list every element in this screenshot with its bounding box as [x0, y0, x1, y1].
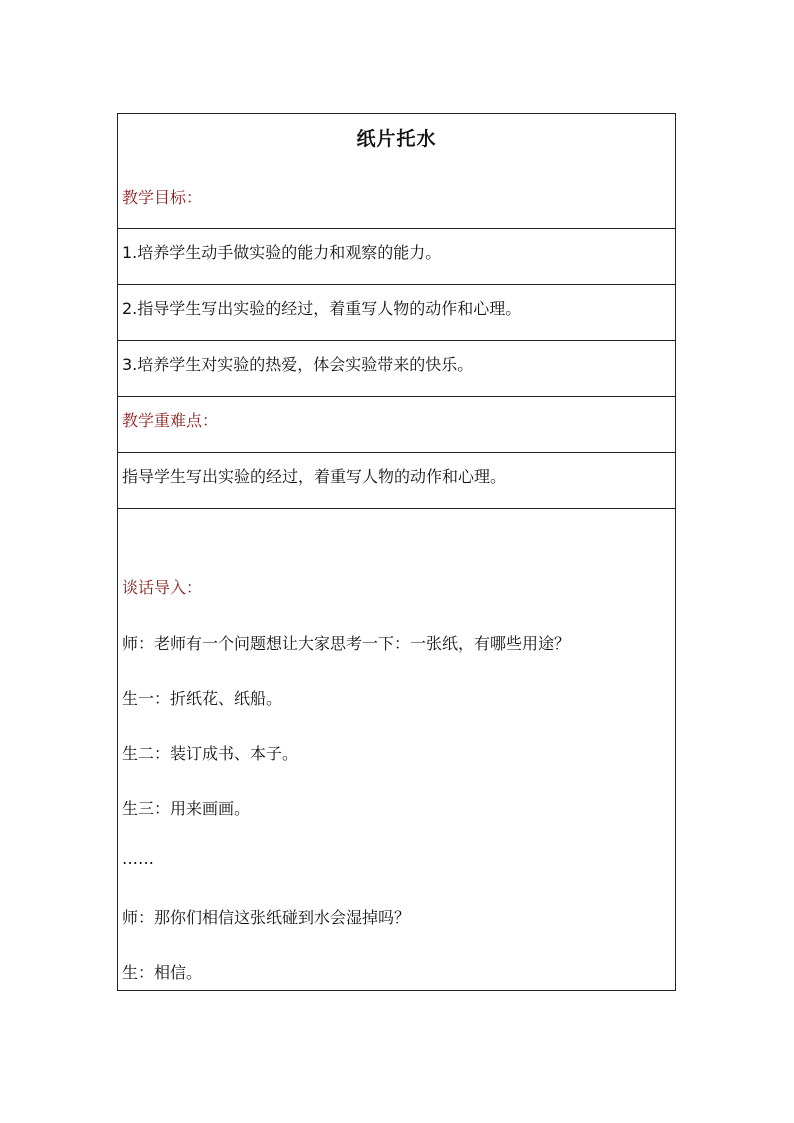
key-points-heading: 教学重难点： [122, 411, 219, 430]
key-points-text: 指导学生写出实验的经过，着重写人物的动作和心理。 [122, 467, 507, 486]
dialogue-ellipsis: …… [122, 849, 154, 868]
dialogue-line: 生一：折纸花、纸船。 [122, 689, 283, 708]
document-title: 纸片托水 [356, 128, 437, 150]
dialogue-line: 生：相信。 [122, 963, 203, 982]
lesson-dialogue-section [118, 509, 675, 990]
intro-heading: 谈话导入： [122, 578, 203, 597]
goal-row-2 [118, 285, 675, 341]
goal-text: 1.培养学生动手做实验的能力和观察的能力。 [122, 243, 442, 262]
dialogue-line: 师：那你们相信这张纸碰到水会湿掉吗？ [122, 908, 411, 927]
lesson-plan-table [117, 113, 676, 991]
goal-text: 3.培养学生对实验的热爱，体会实验带来的快乐。 [122, 355, 474, 374]
dialogue-line: 生二：装订成书、本子。 [122, 744, 299, 763]
dialogue-line: 师：老师有一个问题想让大家思考一下：一张纸，有哪些用途？ [122, 634, 571, 653]
goal-text: 2.指导学生写出实验的经过，着重写人物的动作和心理。 [122, 299, 522, 318]
title-row [118, 114, 675, 229]
goal-row-1 [118, 229, 675, 285]
key-points-heading-row [118, 397, 675, 453]
goal-row-3 [118, 341, 675, 397]
key-points-row [118, 453, 675, 509]
dialogue-line: 生三：用来画画。 [122, 799, 251, 818]
goals-heading: 教学目标： [122, 188, 203, 207]
